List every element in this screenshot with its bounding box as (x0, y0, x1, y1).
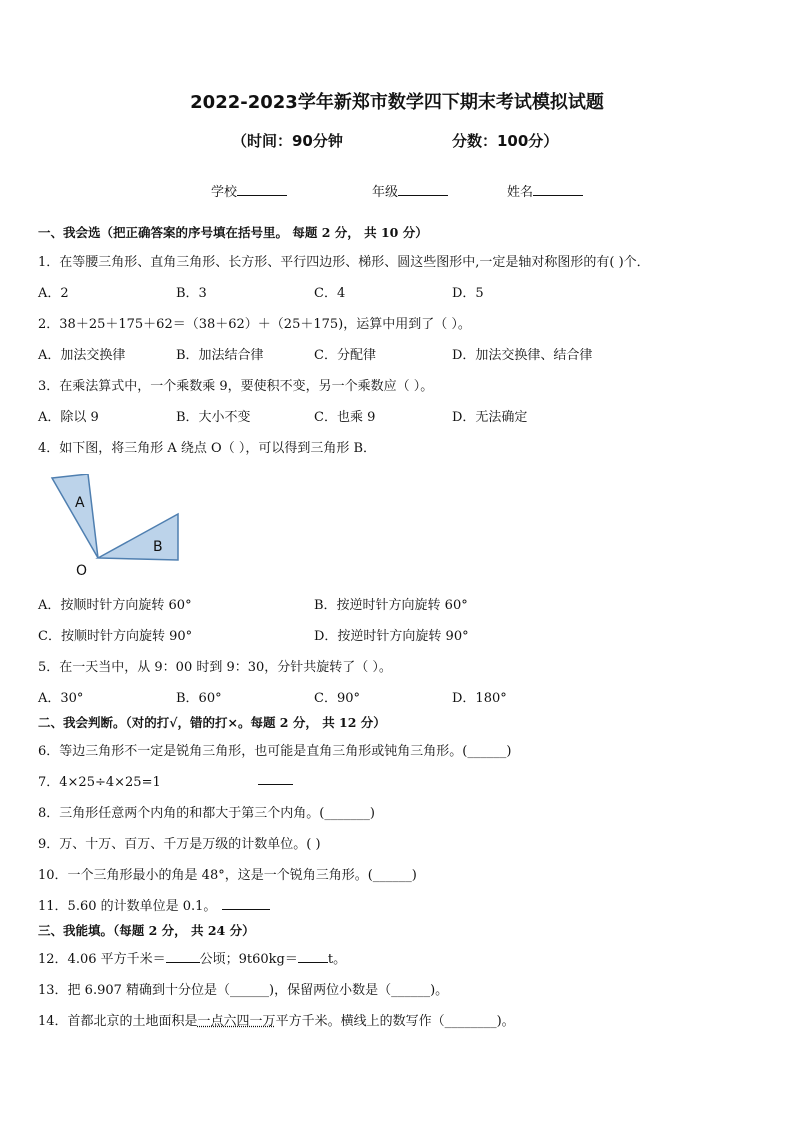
q14-part-a: 14．首都北京的土地面积是 (38, 1014, 198, 1029)
q11-text: 11．5.60 的计数单位是 0.1。 (38, 899, 217, 914)
name-field[interactable] (507, 181, 583, 200)
q2-option-a[interactable]: A．加法交换律 (38, 348, 126, 363)
q3-option-a[interactable]: A．除以 9 (38, 410, 99, 425)
q14-part-c: 平方千米。横线上的数写作（________)。 (275, 1014, 515, 1029)
school-field[interactable] (211, 181, 287, 200)
q3-option-d[interactable]: D．无法确定 (452, 410, 528, 425)
q4-option-b[interactable]: B．按逆时针方向旋转 60° (314, 598, 468, 613)
q2-stem: 2．38＋25＋175＋62＝（38＋62）＋（25＋175)，运算中用到了（ ）。 (38, 317, 471, 332)
q3-option-c[interactable]: C．也乘 9 (314, 410, 376, 425)
school-label: 学校 (211, 185, 238, 200)
q12-part-a: 12．4.06 平方千米＝ (38, 952, 166, 967)
point-o-label: O (76, 563, 88, 579)
name-blank[interactable] (533, 183, 583, 196)
q5-option-d[interactable]: D．180° (452, 691, 507, 706)
q1-option-b[interactable]: B．3 (176, 286, 207, 301)
q4-option-d[interactable]: D．按逆时针方向旋转 90° (314, 629, 469, 644)
q5-stem: 5．在一天当中，从 9：00 时到 9：30，分针共旋转了（ ）。 (38, 660, 392, 675)
section1-heading: 一、我会选（把正确答案的序号填在括号里。 每题 2 分， 共 10 分） (38, 225, 428, 240)
triangle-a-label: A (75, 495, 85, 511)
exam-time: （时间：90分钟 (232, 132, 343, 150)
section3-heading: 三、我能填。（每题 2 分， 共 24 分） (38, 923, 255, 938)
q1-option-c[interactable]: C．4 (314, 286, 346, 301)
triangle-a (52, 474, 98, 558)
q13-stem: 13．把 6.907 精确到十分位是（______)，保留两位小数是（______)。 (38, 983, 449, 998)
q12-stem (38, 948, 346, 967)
grade-field[interactable] (372, 181, 448, 200)
q14-stem (38, 1010, 515, 1029)
q4-option-a[interactable]: A．按顺时针方向旋转 60° (38, 598, 192, 613)
q14-underlined-number: 一点六四一万 (197, 1014, 276, 1029)
q12-part-c: t。 (327, 952, 347, 967)
triangle-b-label: B (153, 539, 163, 555)
q5-option-b[interactable]: B．60° (176, 691, 222, 706)
school-blank[interactable] (237, 183, 287, 196)
q7-stem: 7．4×25÷4×25=1 (38, 775, 161, 790)
q2-option-b[interactable]: B．加法结合律 (176, 348, 264, 363)
q4-stem: 4．如下图，将三角形 A 绕点 O（ ），可以得到三角形 B． (38, 441, 377, 456)
q4-option-c[interactable]: C．按顺时针方向旋转 90° (38, 629, 193, 644)
page-title: 2022-2023学年新郑市数学四下期末考试模拟试题 (190, 92, 604, 113)
q1-option-d[interactable]: D．5 (452, 286, 484, 301)
grade-label: 年级 (372, 185, 399, 200)
q11-answer-blank[interactable] (222, 897, 270, 910)
q1-stem: 1．在等腰三角形、直角三角形、长方形、平行四边形、梯形、圆这些图形中,一定是轴对称图形的有( )个． (38, 255, 650, 270)
section2-heading: 二、我会判断。（对的打√，错的打×。每题 2 分， 共 12 分） (38, 715, 386, 730)
q3-stem: 3．在乘法算式中，一个乘数乘 9，要使积不变，另一个乘数应（ ）。 (38, 379, 434, 394)
rotation-figure (48, 474, 188, 580)
q5-option-c[interactable]: C．90° (314, 691, 360, 706)
q2-option-c[interactable]: C．分配律 (314, 348, 376, 363)
q8-stem: 8．三角形任意两个内角的和都大于第三个内角。(_______) (38, 806, 375, 821)
q3-option-b[interactable]: B．大小不变 (176, 410, 251, 425)
q12-blank-tons[interactable] (298, 950, 328, 963)
q9-stem: 9．万、十万、百万、千万是万级的计数单位。( ) (38, 837, 321, 852)
q12-part-b: 公顷；9t60kg＝ (199, 952, 298, 967)
q5-option-a[interactable]: A．30° (38, 691, 84, 706)
q11-stem (38, 895, 270, 914)
q7-answer-blank[interactable] (258, 772, 293, 785)
q2-option-d[interactable]: D．加法交换律、结合律 (452, 348, 593, 363)
q6-stem: 6．等边三角形不一定是锐角三角形，也可能是直角三角形或钝角三角形。(______) (38, 744, 512, 759)
name-label: 姓名 (507, 185, 534, 200)
grade-blank[interactable] (398, 183, 448, 196)
q10-stem: 10．一个三角形最小的角是 48°，这是一个锐角三角形。(______) (38, 868, 417, 883)
exam-score: 分数：100分） (452, 132, 559, 150)
q12-blank-hectares[interactable] (166, 950, 200, 963)
q1-option-a[interactable]: A．2 (38, 286, 69, 301)
triangle-b (98, 514, 178, 560)
